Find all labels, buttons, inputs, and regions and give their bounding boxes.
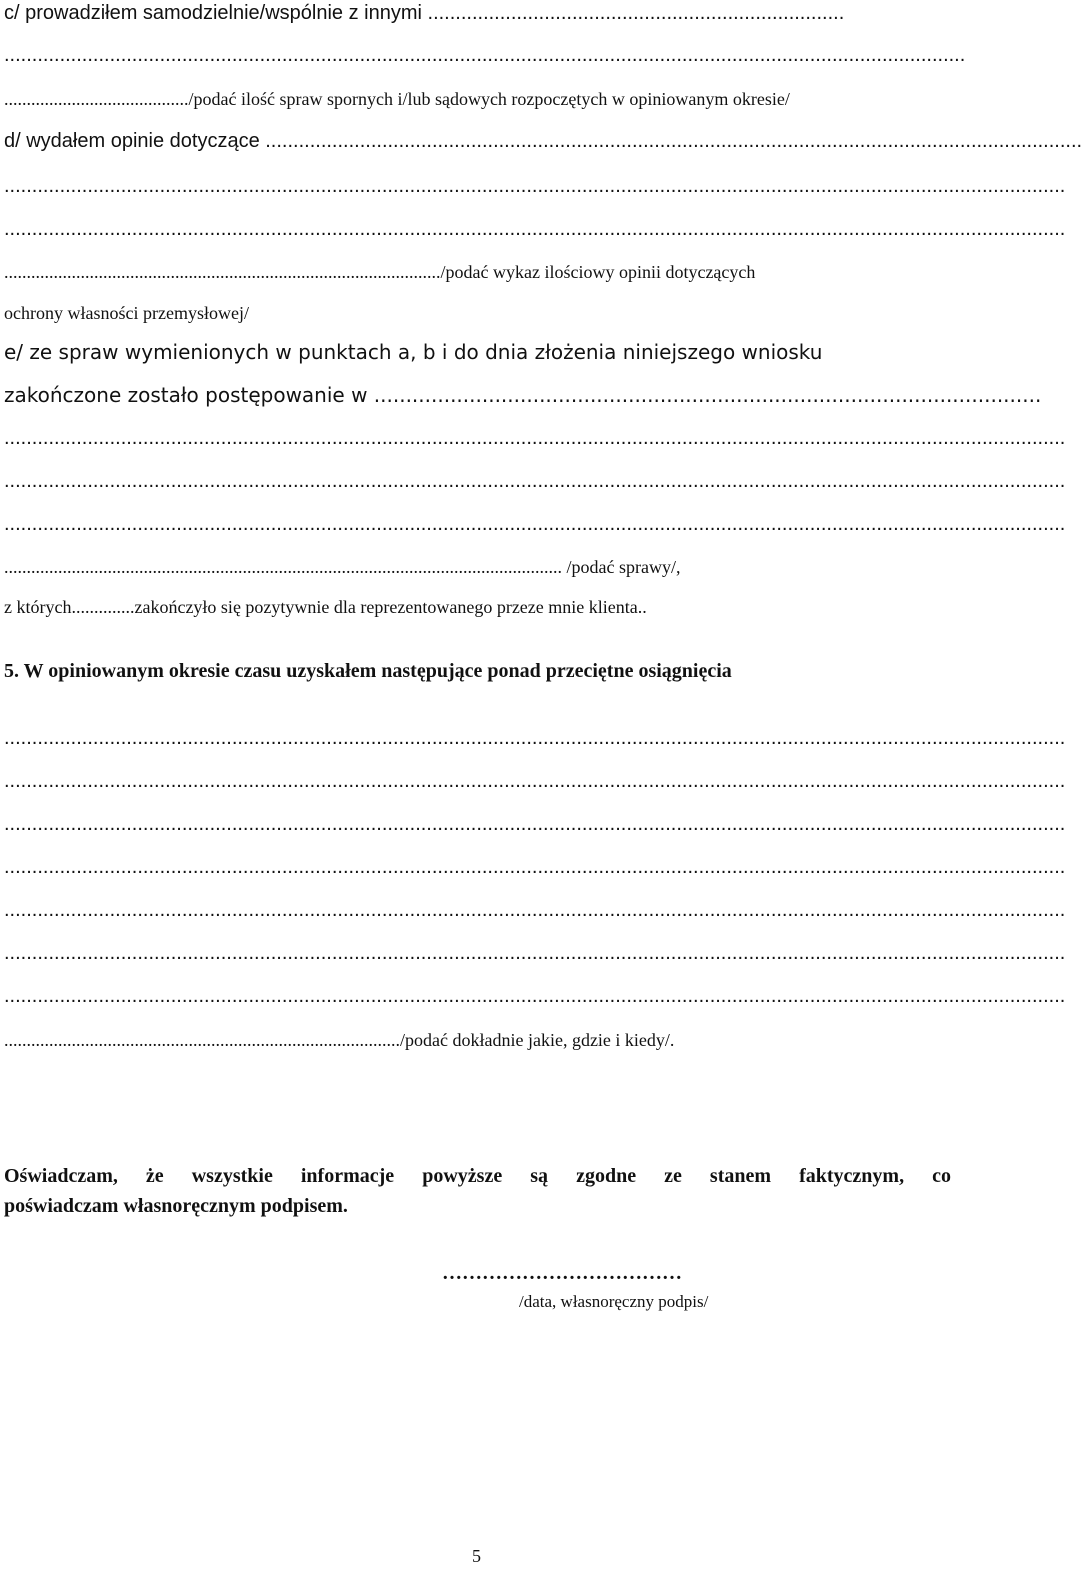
signature-caption: /data, własnoręczny podpis/ bbox=[519, 1292, 709, 1311]
section-5-dot-line-6: ............................................................................................................................................................................................... bbox=[4, 942, 1066, 964]
page-number: 5 bbox=[472, 1546, 481, 1566]
section-c-line-1: c/ prowadziłem samodzielnie/wspólnie z innymi ........................................................................... bbox=[4, 2, 845, 24]
section-e-line-5: ............................................................................................................................................................................................... bbox=[4, 513, 1066, 535]
section-5-dot-line-7: ............................................................................................................................................................................................... bbox=[4, 985, 1066, 1007]
section-c-line-2: ............................................................................................................................................................................. bbox=[4, 44, 966, 66]
signature-dots: ……………………………… bbox=[442, 1262, 682, 1284]
section-5-dot-line-4: ............................................................................................................................................................................................... bbox=[4, 856, 1066, 878]
declaration-line-1: Oświadczam, że wszystkie informacje powyższe są zgodne ze stanem faktycznym, co bbox=[4, 1165, 951, 1187]
section-e-line-4: ............................................................................................................................................................................................... bbox=[4, 470, 1066, 492]
section-e-line-1: e/ ze spraw wymienionych w punktach a, b i do dnia złożenia niniejszego wniosku bbox=[4, 340, 823, 364]
section-e-line-6: ............................................................................................................................ /podać sprawy/, bbox=[4, 557, 681, 577]
declaration-line-2: poświadczam własnoręcznym podpisem. bbox=[4, 1195, 348, 1217]
section-e-line-2: zakończone zostało postępowanie w ......................................................................................................... bbox=[4, 383, 1042, 407]
section-c-line-3: ........................................./podać ilość spraw spornych i/lub sądowych rozpoczętych w opiniowanym okresie/ bbox=[4, 89, 790, 109]
section-d-line-5: ochrony własności przemysłowej/ bbox=[4, 303, 249, 323]
section-5-dot-line-3: ............................................................................................................................................................................................... bbox=[4, 813, 1066, 835]
section-d-line-4: ................................................................................................./podać wykaz ilościowy opinii dotyczących bbox=[4, 262, 756, 282]
section-5-dot-line-1: ............................................................................................................................................................................................... bbox=[4, 727, 1066, 749]
section-5-heading: 5. W opiniowanym okresie czasu uzyskałem następujące ponad przeciętne osiągnięcia bbox=[4, 660, 732, 682]
section-5-dot-line-5: ............................................................................................................................................................................................... bbox=[4, 899, 1066, 921]
section-e-line-7: z których..............zakończyło się pozytywnie dla reprezentowanego przeze mnie klienta.. bbox=[4, 597, 647, 617]
section-5-last-line: ......................................................................................../podać dokładnie jakie, gdzie i kiedy/. bbox=[4, 1030, 675, 1050]
section-e-line-3: ............................................................................................................................................................................................... bbox=[4, 427, 1066, 449]
section-d-line-2: ............................................................................................................................................................................................... bbox=[4, 175, 1066, 197]
section-d-line-3: ............................................................................................................................................................................................... bbox=[4, 218, 1066, 240]
section-d-line-1: d/ wydałem opinie dotyczące ................................................................................................................................................... bbox=[4, 130, 1082, 152]
section-5-dot-line-2: ............................................................................................................................................................................................... bbox=[4, 770, 1066, 792]
